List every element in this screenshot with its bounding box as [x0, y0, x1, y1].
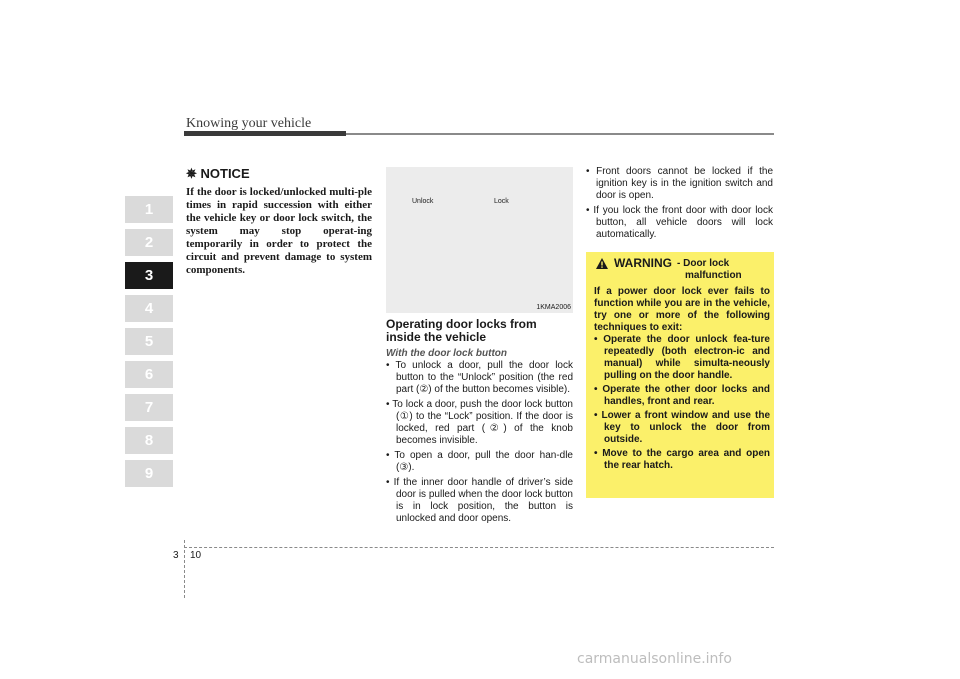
chapter-tab-4[interactable]: 4 — [125, 295, 173, 322]
warning-box — [586, 252, 774, 498]
front-door-notes — [586, 166, 773, 244]
chapter-tab-6[interactable]: 6 — [125, 361, 173, 388]
section-subheading: With the door lock button — [386, 348, 508, 359]
chapter-tab-8[interactable]: 8 — [125, 427, 173, 454]
chapter-tab-5[interactable]: 5 — [125, 328, 173, 355]
list-item: • To unlock a door, pull the door lock button to the “Unlock” position (the red part (②) of the button becomes visible). — [386, 360, 573, 396]
notes-bullet-list — [586, 166, 773, 241]
warning-subtitle — [677, 258, 742, 282]
list-item: • If you lock the front door with door lock button, all vehicle doors will lock automatically. — [586, 205, 773, 241]
figure-label-unlock: Unlock — [412, 198, 434, 205]
chapter-tabs — [125, 196, 173, 493]
header-rule-tab — [184, 131, 346, 136]
figure-code: 1KMA2006 — [536, 304, 571, 311]
warning-intro: If a power door lock ever fails to function while you are in the vehicle, try one or more of the following techniques to exit: — [594, 286, 770, 333]
list-item: • Move to the cargo area and open the rear hatch. — [594, 448, 770, 472]
door-lock-figure — [386, 167, 573, 313]
list-item: • Operate the other door locks and handles, front and rear. — [594, 384, 770, 408]
section-bullet-list — [386, 360, 573, 525]
list-item: • Operate the door unlock fea-ture repeatedly (both electron-ic and manual) while simulta-neously pulling on the door handle. — [594, 334, 770, 382]
warning-title: WARNING — [614, 256, 672, 270]
footer-chapter-number: 3 — [173, 550, 179, 561]
warning-subtitle-line1: - Door lock — [677, 258, 730, 269]
notice-title: ✵ NOTICE — [186, 166, 250, 181]
chapter-tab-9[interactable]: 9 — [125, 460, 173, 487]
list-item: • If the inner door handle of driver’s side door is pulled when the door lock button is in lock position, the button is unlocked and door opens. — [386, 477, 573, 525]
warning-triangle-icon — [596, 258, 608, 269]
list-item: • Lower a front window and use the key to unlock the door from outside. — [594, 410, 770, 446]
chapter-tab-1[interactable]: 1 — [125, 196, 173, 223]
warning-body — [594, 286, 770, 474]
footer-page-number: 10 — [190, 550, 202, 561]
header-title: Knowing your vehicle — [186, 116, 312, 131]
footer-divider — [184, 540, 185, 598]
list-item: • Front doors cannot be locked if the ignition key is in the ignition switch and door is open. — [586, 166, 773, 202]
list-item: • To open a door, pull the door han-dle (③). — [386, 450, 573, 474]
notice-body: If the door is locked/unlocked multi-ple times in rapid succession with either the vehicle key or door lock switch, the system may stop operat-ing temporarily in order to protect the circuit and prevent damage to system components. — [186, 186, 372, 276]
warning-header — [596, 258, 771, 284]
footer-rule — [184, 547, 774, 548]
figure-label-lock: Lock — [494, 198, 509, 205]
list-item: • To lock a door, push the door lock button (①) to the “Lock” position. If the door is locked, red part (②) of the knob becomes invisible. — [386, 399, 573, 447]
door-lock-section — [386, 167, 573, 528]
warning-subtitle-line2: malfunction — [685, 270, 742, 281]
watermark: carmanualsonline.info — [577, 651, 732, 667]
chapter-tab-2[interactable]: 2 — [125, 229, 173, 256]
chapter-tab-3[interactable]: 3 — [125, 262, 173, 289]
section-heading: Operating door locks from inside the vehicle — [386, 317, 537, 344]
warning-bullet-list — [594, 334, 770, 472]
notice-section — [186, 166, 372, 277]
chapter-tab-7[interactable]: 7 — [125, 394, 173, 421]
